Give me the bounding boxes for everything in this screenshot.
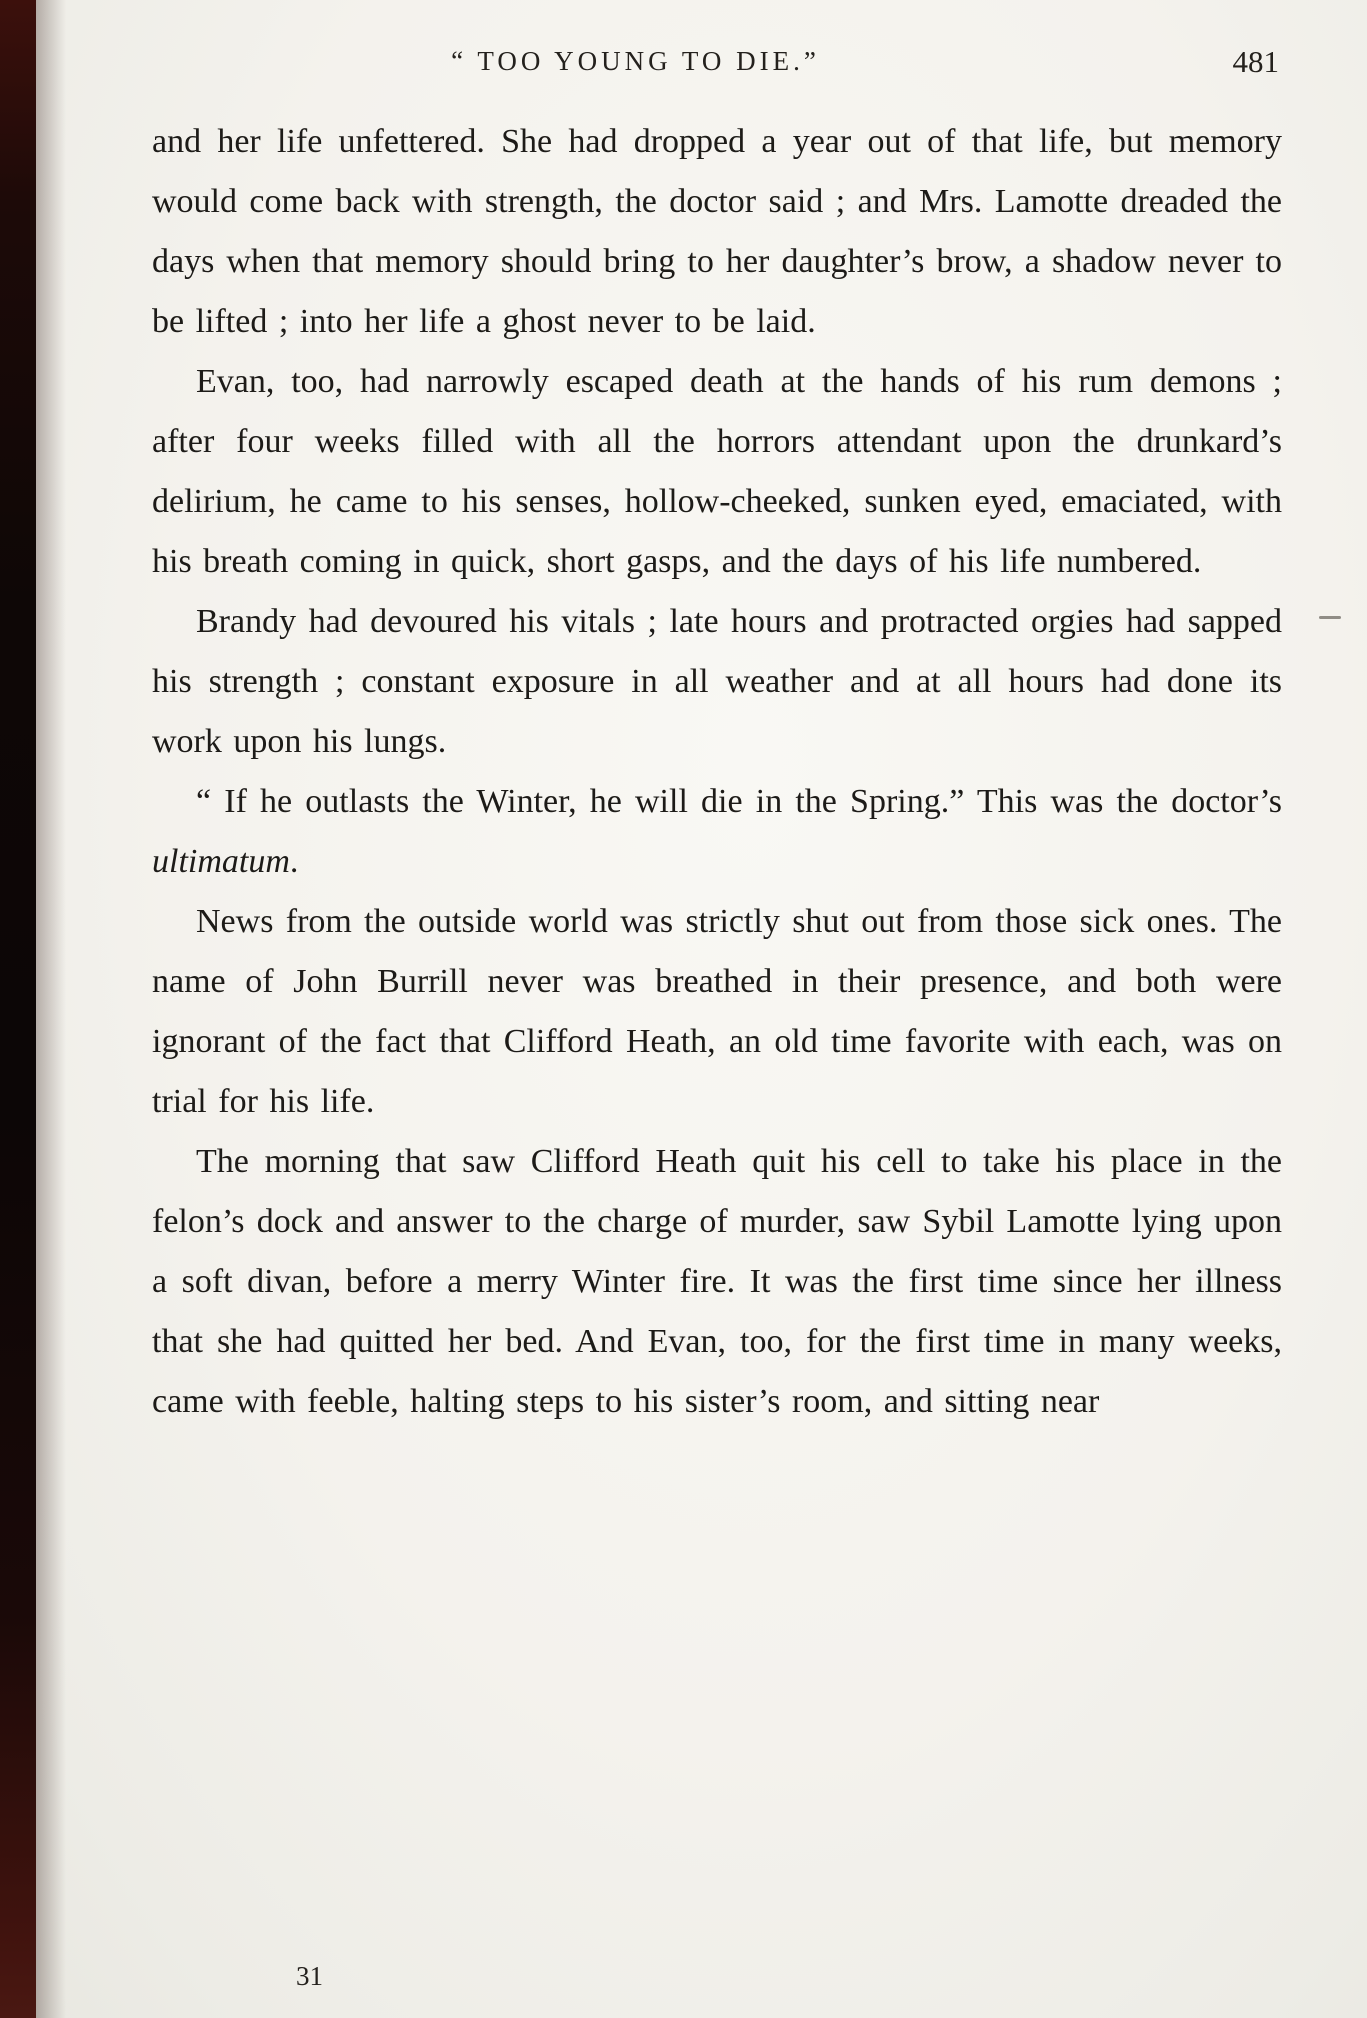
- paragraph: [152, 892, 1282, 1132]
- binding-edge-fade: [36, 0, 66, 2018]
- paragraph: [152, 352, 1282, 592]
- page-header: [152, 46, 1279, 92]
- body-text: [152, 112, 1282, 1432]
- paragraph: [152, 1132, 1282, 1432]
- text-segment: The morning that saw Clifford Heath quit his cell to take his place in the felon’s dock and answer to the charge of murder, saw Sybil Lamotte lying upon a soft divan, before a merry Winter fire. It was the first time since her illness that she had quitted her bed. And Evan, too, for the first time in many weeks, came with feeble, halting steps to his sister’s room, and sitting near: [152, 1143, 1282, 1420]
- text-segment: .: [289, 843, 299, 880]
- paragraph: [152, 592, 1282, 772]
- text-segment: Brandy had devoured his vitals ; late hours and protracted orgies had sapped his strength ; constant exposure in all weather and at all hours had done its work upon his lungs.: [152, 603, 1282, 760]
- text-segment: and her life unfettered. She had dropped a year out of that life, but memory would come back with strength, the doctor said ; and Mrs. Lamotte dreaded the days when that memory should bring to her daughter’s brow, a shadow never to be lifted ; into her life a ghost never to be laid.: [152, 123, 1282, 340]
- signature-mark: 31: [296, 1961, 323, 1991]
- binding-edge-shadow: [0, 0, 36, 2018]
- text-segment: News from the outside world was strictly shut out from those sick ones. The name of John Burrill never was breathed in their presence, and both were ignorant of the fact that Clifford Heath, an old time favorite with each, was on trial for his life.: [152, 903, 1282, 1120]
- paragraph: [152, 112, 1282, 352]
- page-number: 481: [1232, 44, 1279, 79]
- text-segment: Evan, too, had narrowly escaped death at the hands of his rum demons ; after four weeks filled with all the horrors attendant upon the drunkard’s delirium, he came to his senses, hollow-cheeked, sunken eyed, emaciated, with his breath coming in quick, short gasps, and the days of his life numbered.: [152, 363, 1282, 580]
- running-title: “ TOO YOUNG TO DIE.”: [451, 46, 820, 76]
- italic-text-segment: ultimatum: [152, 843, 290, 880]
- text-segment: “ If he outlasts the Winter, he will die in the Spring.” This was the doctor’s: [196, 783, 1282, 820]
- paragraph: [152, 772, 1282, 892]
- scan-artifact-dash: [1319, 616, 1341, 619]
